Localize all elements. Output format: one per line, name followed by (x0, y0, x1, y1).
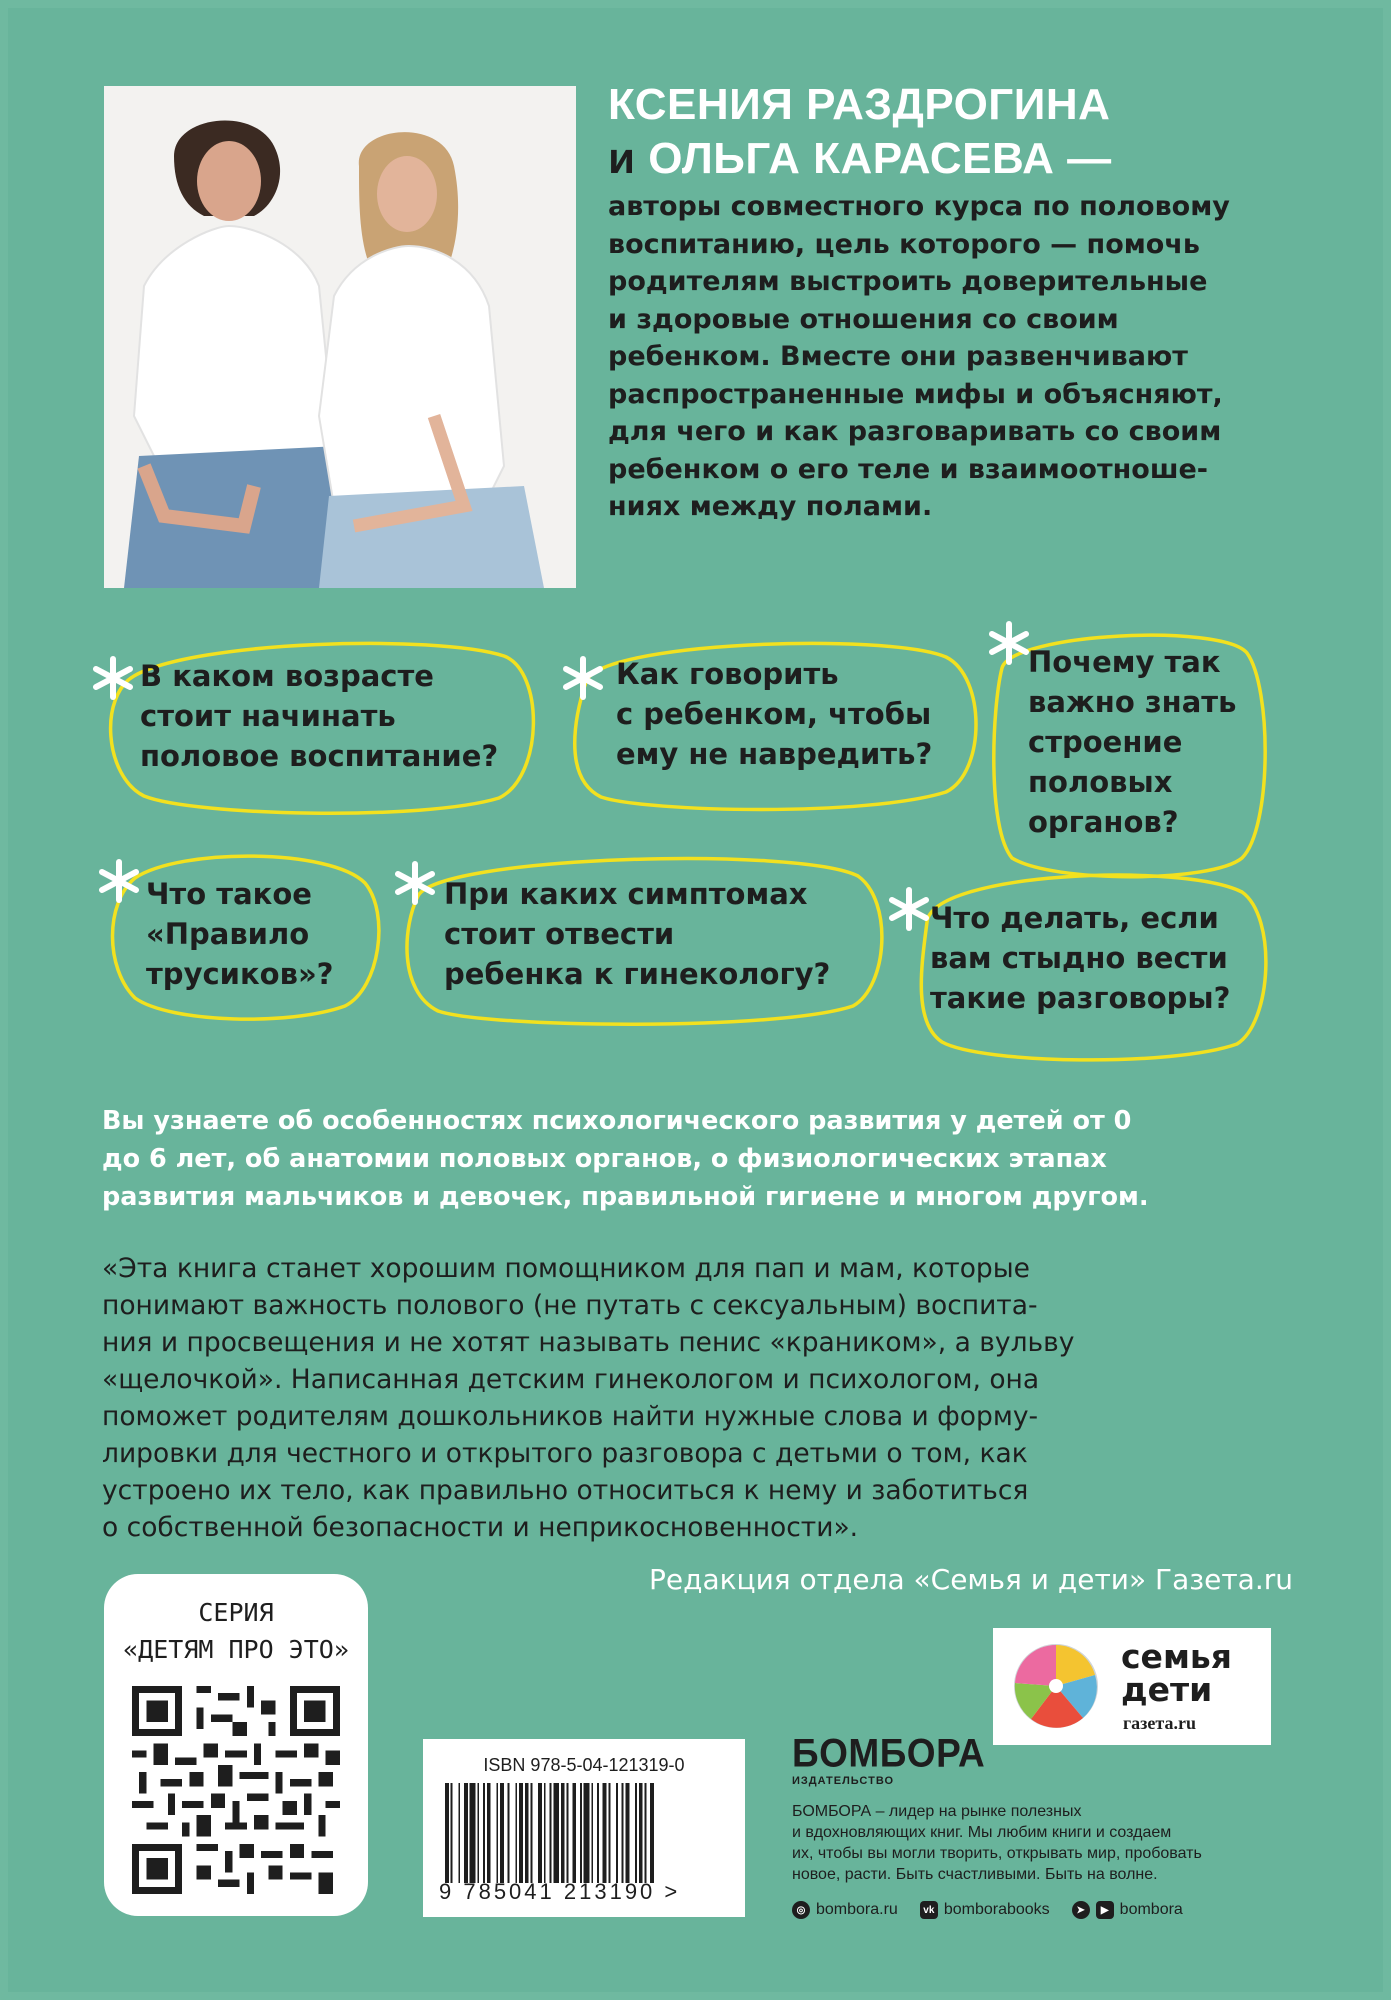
barcode-bar (508, 1783, 510, 1883)
authors-block (608, 78, 1308, 526)
asterisk-icon (392, 860, 438, 906)
barcode-bar (470, 1783, 476, 1883)
barcode-bar (458, 1783, 460, 1883)
barcode-bar (451, 1783, 453, 1883)
barcode-bar (597, 1783, 599, 1883)
barcode-bar (477, 1783, 479, 1883)
question-bubble-3 (992, 628, 1266, 878)
question-bubble-4 (110, 848, 384, 1018)
question-text-4: Что такое «Правило трусиков»? (146, 877, 334, 991)
partner-site: газета.ru (1123, 1713, 1196, 1733)
barcode-bar (515, 1783, 517, 1883)
publisher-socials (792, 1901, 1312, 1919)
asterisk-icon (986, 620, 1032, 666)
question-bubble-1 (104, 636, 540, 814)
barcode-bar (603, 1783, 607, 1883)
asterisk-icon (886, 886, 932, 932)
series-card (104, 1574, 368, 1916)
question-text-3: Почему так важно знать строение половых органов? (1028, 645, 1237, 839)
barcode-bar (650, 1783, 654, 1883)
social-vk[interactable] (920, 1901, 1050, 1919)
barcode-bar (622, 1783, 624, 1883)
social-telegram[interactable] (1072, 1901, 1183, 1919)
authors-photo (104, 86, 576, 588)
barcode-bar (550, 1783, 552, 1883)
asterisk-icon (560, 655, 606, 701)
barcode-bar (500, 1783, 504, 1883)
barcode-bar (531, 1783, 533, 1883)
barcode-bar (483, 1783, 485, 1883)
question-bubble-2 (566, 632, 980, 810)
review-quote: «Эта книга станет хорошим помощником для пап и мам, которые понимают важность полового (не путать с сексуальным) воспита- ния и просвещения и не хотят называть пенис «краником», а вульву «щелочкой». Написанная детским гинекологом и психологом, она поможет родителям дошкольников найти нужные слова и форму- лировки для честного и открытого разговора с детьми о том, как устроено их тело, как правильно относиться к нему и заботиться о собственной безопасности и неприкосновенности». (102, 1253, 1075, 1543)
barcode-bar (567, 1783, 569, 1883)
publisher-logo: БОМБОРА (792, 1730, 986, 1776)
author-name-1: КСЕНИЯ РАЗДРОГИНА (608, 80, 1111, 129)
youtube-icon: ▶ (1096, 1901, 1114, 1919)
social-telegram-label: bombora (1119, 1901, 1183, 1918)
isbn-number: ISBN 978-5-04-121319-0 (483, 1755, 685, 1775)
asterisk-icon (96, 858, 142, 904)
partner-name: семья дети (1121, 1637, 1232, 1709)
qr-code-icon[interactable] (132, 1686, 340, 1894)
barcode-bar (645, 1783, 647, 1883)
barcode-bar (538, 1783, 542, 1883)
author-name-2-line (608, 132, 1308, 186)
barcode-bar (561, 1783, 565, 1883)
barcode-bar (445, 1783, 449, 1883)
publisher-about: БОМБОРА – лидер на рынке полезных и вдохновляющих книг. Мы любим книги и создаем их, чтобы вы могли творить, открывать мир, пробовать новое, расти. Быть счастливыми. Быть на волне. (792, 1803, 1202, 1883)
publisher-block (792, 1732, 1312, 1919)
telegram-icon: ➤ (1072, 1901, 1090, 1919)
asterisk-icon (90, 655, 136, 701)
social-website-label: bombora.ru (816, 1901, 898, 1918)
barcode-bar (626, 1783, 630, 1883)
series-title: СЕРИЯ «ДЕТЯМ ПРО ЭТО» (123, 1598, 349, 1664)
quote-source: Редакция отдела «Семья и дети» Газета.ru (649, 1563, 1293, 1596)
barcode-bar (487, 1783, 491, 1883)
social-website[interactable] (792, 1901, 898, 1919)
isbn-barcode (423, 1739, 745, 1917)
question-text-5: При каких симптомах стоит отвести ребенка к гинекологу? (444, 877, 831, 991)
authors-description: авторы совместного курса по половому воспитанию, цель которого — помочь родителям выстроить доверительные и здоровые отношения со своим ребенком. Вместе они развенчивают распространенные мифы и объясняют, для чего и как разговаривать со своим ребенком о его теле и взаимоотноше- ниях между полами. (608, 191, 1230, 522)
question-text-1: В каком возрасте стоит начинать половое воспитание? (140, 659, 499, 773)
barcode-bar (525, 1783, 529, 1883)
barcode-bar (639, 1783, 643, 1883)
author-name-2: ОЛЬГА КАРАСЕВА — (648, 134, 1112, 183)
beach-ball-icon (1013, 1643, 1099, 1729)
vk-icon: vk (920, 1901, 938, 1919)
barcode-bar (572, 1783, 576, 1883)
barcode-bar (519, 1783, 523, 1883)
barcode-bar (544, 1783, 546, 1883)
barcode-bar (608, 1783, 610, 1883)
question-text-2: Как говорить с ребенком, чтобы ему не навредить? (616, 657, 933, 771)
ean-digits: 9 785041 213190 > (439, 1879, 681, 1904)
barcode-bar (464, 1783, 468, 1883)
partner-logo (993, 1628, 1271, 1745)
question-text-6: Что делать, если вам стыдно вести такие разговоры? (930, 901, 1231, 1015)
barcode-bar (591, 1783, 593, 1883)
barcode-bar (584, 1783, 590, 1883)
publisher-subtitle: ИЗДАТЕЛЬСТВО (792, 1775, 895, 1787)
barcode-bar (635, 1783, 637, 1883)
author-conjunction: и (608, 134, 636, 183)
learn-paragraph: Вы узнаете об особенностях психологического развития у детей от 0 до 6 лет, об анатомии половых органов, о физиологических этапах развития мальчиков и девочек, правильной гигиене и многом другом. (102, 1106, 1149, 1212)
barcode-bars (445, 1783, 725, 1883)
question-bubble-5 (398, 846, 884, 1024)
barcode-bar (553, 1783, 559, 1883)
question-bubble-6 (912, 862, 1268, 1060)
social-vk-label: bomborabooks (943, 1901, 1050, 1918)
barcode-bar (580, 1783, 582, 1883)
barcode-bar (496, 1783, 498, 1883)
globe-icon: ◎ (792, 1901, 810, 1919)
barcode-bar (616, 1783, 618, 1883)
